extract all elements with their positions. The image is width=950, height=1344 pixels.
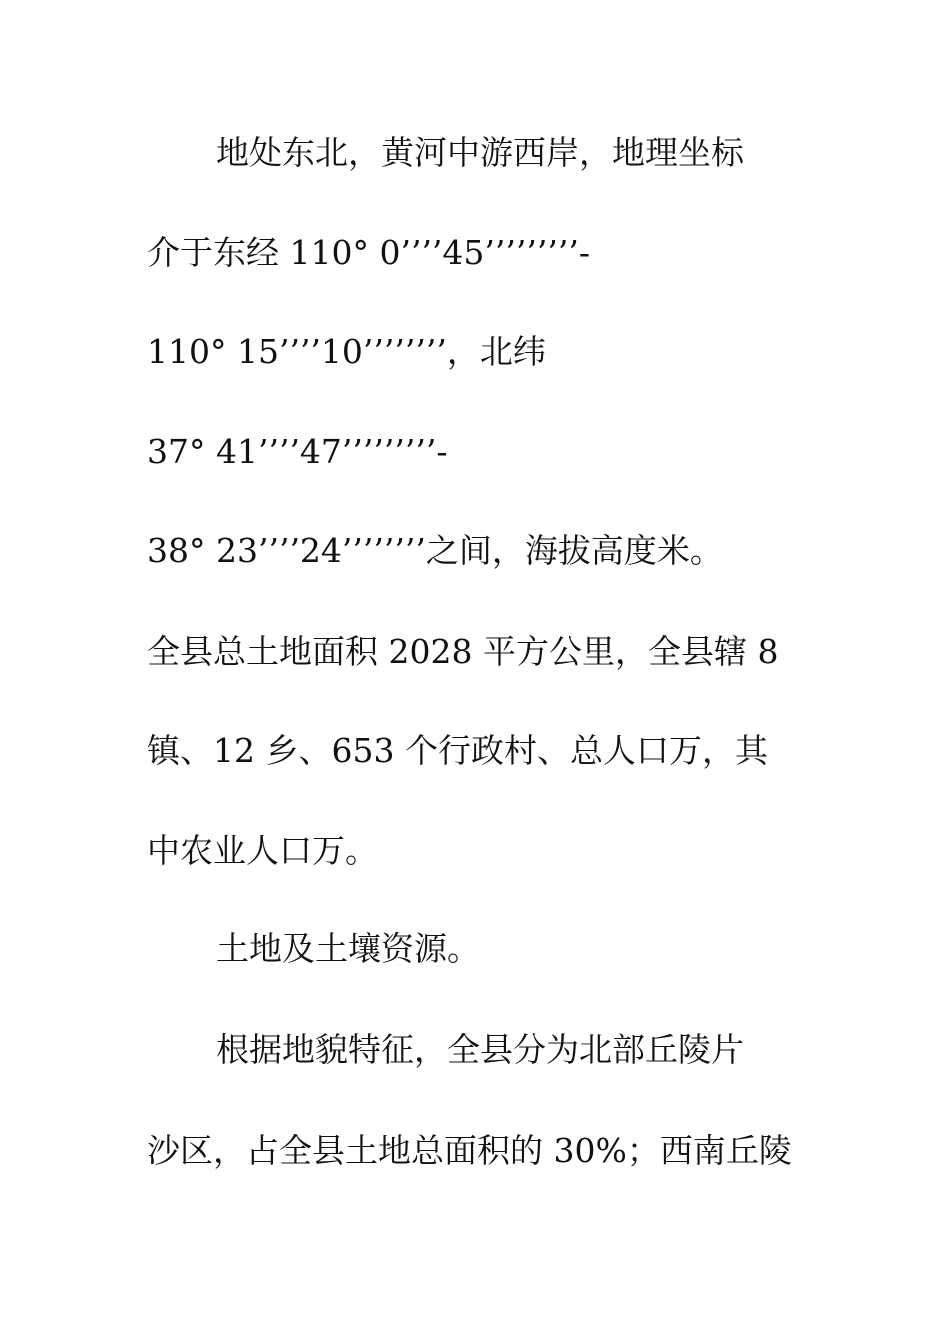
paragraph-line: 全县总土地面积 2028 平方公里，全县辖 8: [147, 632, 779, 671]
paragraph-line: 镇、12 乡、653 个行政村、总人口万，其: [147, 731, 768, 770]
paragraph-line: 110° 15’’’’10’’’’’’’’，北纬: [147, 332, 546, 371]
paragraph-line: 根据地貌特征，全县分为北部丘陵片: [216, 1030, 744, 1069]
paragraph-line: 38° 23’’’’24’’’’’’’’之间，海拔高度米。: [147, 531, 723, 570]
paragraph-line: 沙区，占全县土地总面积的 30%；西南丘陵: [147, 1131, 792, 1170]
paragraph-line: 地处东北，黄河中游西岸，地理坐标: [216, 133, 744, 172]
heading-line: 土地及土壤资源。: [216, 929, 480, 968]
paragraph-line: 介于东经 110° 0’’’’45’’’’’’’’’-: [147, 233, 590, 272]
paragraph-line: 37° 41’’’’47’’’’’’’’’-: [147, 432, 448, 471]
paragraph-line: 中农业人口万。: [147, 831, 378, 870]
